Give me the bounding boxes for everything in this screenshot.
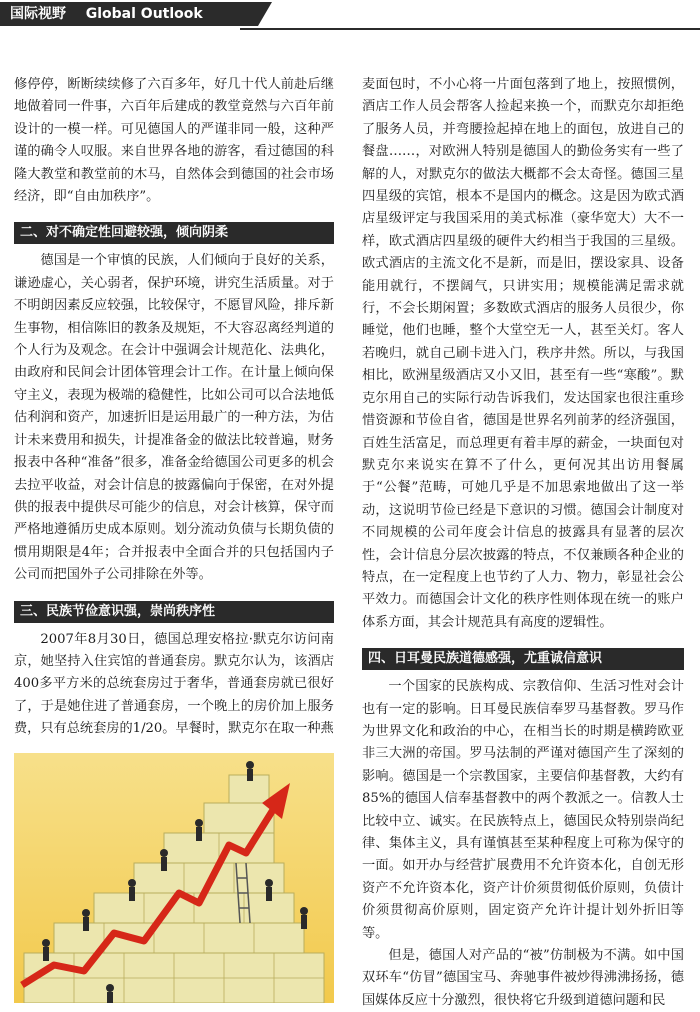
section-3-continued-paragraph: 麦面包时，不小心将一片面包落到了地上，按照惯例，酒店工作人员会帮客人捡起来换一个，而默克尔却拒绝了服务人员，并弯腰捡起掉在地上的面包，放进自己的餐盘……，对欧洲人特别是德国人的勤俭务实有一些了解的人，对默克尔的做法大概都不会太奇怪。德国三星四星级的宾馆，根本不是国内的概念。这是因为欧式酒店星级评定与我国采用的美式标准（豪华宽大）大不一样，欧式酒店四星级的硬件大约相当于我国的三星级。欧式酒店的主流文化不是新，而是旧，摆设家具、设备能用就行，不摆阔气，只讲实用；规模能满足需求就行，不会长期闲置；多数欧式酒店的服务人员很少，你睡觉，他们也睡，整个大堂空无一人，甚至关灯。客人若晚归，就自己刷卡进入门，秩序井然。所以，与我国相比，欧洲星级酒店又小又旧，甚至有一些“寒酸”。默克尔用自己的实际行动告诉我们，发达国家也很注重珍惜资源和节俭自省，德国是世界名列前茅的经济强国，百姓生活富足，而总理更有着丰厚的薪金，一块面包对默克尔来说实在算不了什么，更何况其出访用餐属于“公餐”范畴，可她几乎是不加思索地做出了这一举动，这说明节俭已经是下意识的习惯。德国会计制度对不同规模的公司年度会计信息的披露具有显著的层次性，会计信息分层次披露的特点，不仅兼顾各种企业的特点，在一定程度上也节约了人力、物力，彰显社会公平效力。而德国会计文化的秩序性则体现在统一的账户体系方面，其会计规范具有高度的逻辑性。 [362,77,684,630]
figure [265,879,273,901]
figure [42,939,50,961]
intro-paragraph: 修停停，断断续续修了六百多年，好几十代人前赴后继地做着同一件事，六百年后建成的教堂竟然与六百年前设计的一模一样。可见德国人的严谨非同一般，这种严谨的确令人叹服。来自世界各地的游客，看过德国的科隆大教堂和教堂前的木马，自然体会到德国的社会市场经济，即“自由加秩序”。 [14,77,334,205]
page-header [0,0,700,30]
header-rule [240,28,700,30]
section-4-paragraph-1: 一个国家的民族构成、宗教信仰、生活习性对会计也有一定的影响。日耳曼民族信奉罗马基督教。罗马作为世界文化和政治的中心，在相当长的时期是横跨欧亚非三大洲的帝国。罗马法制的严谨对德国产生了深刻的影响。德国是一个宗教国家，主要信仰基督教，大约有85%的德国人信奉基督教中的两个教派之一。信教人士比较中立、诚实。在民族特点上，德国民众特别崇尚纪律、集体主义，具有谨慎甚至某种程度上可称为保守的一面。如开办与经营扩展费用不允许资本化，自创无形资产不允许资本化，资产计价须贯彻低价原则，负债计价须贯彻高价原则，固定资产允许计提计划外折旧等等。 [362,679,684,941]
section-4-title: 四、日耳曼民族道德感强，尤重诚信意识 [362,648,684,670]
section-2-paragraph: 德国是一个审慎的民族，人们倾向于良好的关系，谦逊虚心，关心弱者，保护环境，讲究生活质量。对于不明朗因素反应较强，比较保守，不愿冒风险，排斥新生事物，相信陈旧的教条及规矩，不大容忍离经判道的个人行为及观念。在会计中强调会计规范化、法典化，由政府和民间会计团体管理会计工作。在计量上倾向保守主义，表现为极端的稳健性，比如公司可以合法地低估利润和资产，加速折旧是运用最广的一种方法，为估计未来费用和损失，计提准备金的做法比较普遍，财务报表中各种“准备”很多，准备金给德国公司更多的机会去拉平收益，对会计信息的披露偏向于保密，在对外提供的报表中提供尽可能少的信息，对会计核算，保守而严格地遵循历史成本原则。划分流动负债与长期负债的惯用期限是4年；合并报表中全面合并的只包括国内子公司而把国外子公司排除在外等。 [14,253,334,583]
section-4-paragraph-2: 但是，德国人对产品的“被”仿制极为不满。如中国双环车“仿冒”德国宝马、奔驰事件被炒得沸沸扬扬，德国媒体反应十分激烈，很快将它升级到道德问题和民 [362,948,684,1008]
figure [246,761,254,781]
right-column [362,74,684,1012]
section-badge-en: Global Outlook [85,6,203,22]
figure [82,909,90,931]
figure [300,907,308,929]
figure [160,849,168,871]
figure [128,879,136,901]
section-3-title: 三、民族节俭意识强，崇尚秩序性 [14,601,334,623]
figure [106,984,114,1003]
header-slash-decoration [258,2,272,26]
figure [195,819,203,841]
section-badge [0,2,258,26]
growth-illustration [14,753,334,1003]
left-column [14,74,334,1003]
section-2-title: 二、对不确定性回避较强，倾向阴柔 [14,222,334,244]
section-badge-cn: 国际视野 [10,6,66,22]
section-3-paragraph: 2007年8月30日，德国总理安格拉·默克尔访问南京，她坚持入住宾馆的普通套房。默克尔认为，该酒店400多平方米的总统套房过于奢华，普通套房就已很好了，于是她住进了普通套房，一个晚上的房价加上服务费，只有总统套房的1/20。早餐时，默克尔在取一种燕 [14,631,334,737]
